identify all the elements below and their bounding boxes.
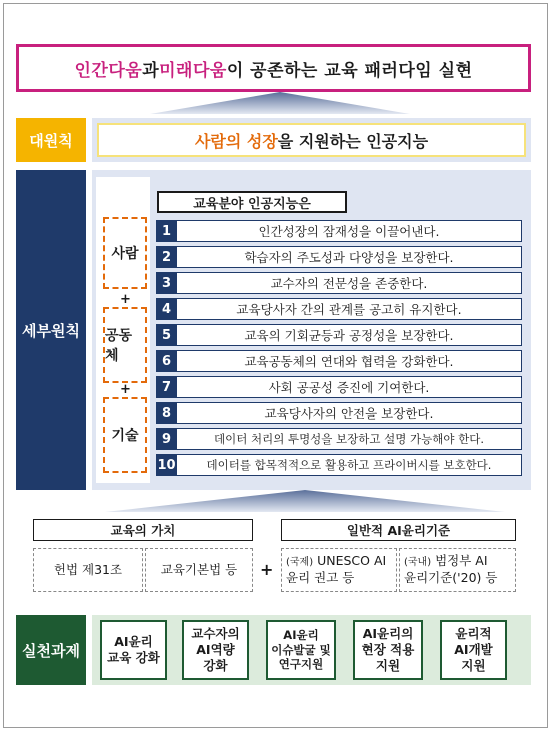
task-issue-research <box>266 620 336 680</box>
dom-tag: (국내) <box>404 557 432 569</box>
up-arrow-icon <box>150 92 410 114</box>
ethics-domestic-text <box>404 553 497 587</box>
principle-item <box>156 220 522 242</box>
dom-line2: 윤리기준('20) 등 <box>404 570 498 585</box>
principle-item <box>156 402 522 424</box>
detailed-principles-label: 세부원칙 <box>16 170 86 490</box>
principle-text: 학습자의 주도성과 다양성을 보장한다. <box>177 246 522 268</box>
principle-item <box>156 454 522 476</box>
principle-item <box>156 350 522 372</box>
ai-ethics-heading: 일반적 AI윤리기준 <box>281 519 516 541</box>
principle-text: 교육당사자의 안전을 보장한다. <box>177 402 522 424</box>
vision-text-and: 과 <box>142 60 160 81</box>
education-values-heading: 교육의 가치 <box>33 519 253 541</box>
principle-text: 교육공동체의 연대와 협력을 강화한다. <box>177 350 522 372</box>
task-line: 윤리적 <box>455 625 492 641</box>
vision-text-rest: 이 공존하는 교육 패러다임 실현 <box>226 60 473 81</box>
task-line: AI역량 <box>196 641 235 657</box>
principle-text: 데이터 처리의 투명성을 보장하고 설명 가능해야 한다. <box>177 428 522 450</box>
task-line: 현장 적용 <box>361 641 415 657</box>
plus-sign: + <box>260 560 274 579</box>
principle-number: 5 <box>156 324 177 346</box>
task-line: AI윤리 <box>114 633 153 649</box>
grand-principle-rest: 을 지원하는 인공지능 <box>277 131 429 151</box>
principle-number: 10 <box>156 454 177 476</box>
principle-number: 7 <box>156 376 177 398</box>
principle-number: 6 <box>156 350 177 372</box>
pillar-people: 사람 <box>103 217 147 289</box>
task-ethics-education <box>100 620 167 680</box>
dom-line1: 범정부 AI <box>431 553 488 569</box>
principle-number: 4 <box>156 298 177 320</box>
principle-item <box>156 272 522 294</box>
grand-principle-text <box>97 123 526 157</box>
task-line: 연구지원 <box>278 657 324 672</box>
pillar-technology: 기술 <box>103 397 147 473</box>
up-arrow-icon <box>105 490 505 512</box>
principle-text: 인간성장의 잠재성을 이끌어낸다. <box>177 220 522 242</box>
principle-text: 데이터를 합목적적으로 활용하고 프라이버시를 보호한다. <box>177 454 522 476</box>
principle-item <box>156 246 522 268</box>
ethics-international-text <box>286 553 386 587</box>
task-line: 교육 강화 <box>107 650 160 665</box>
principle-item <box>156 298 522 320</box>
principle-text: 교육의 기회균등과 공정성을 보장한다. <box>177 324 522 346</box>
intl-line2: 윤리 권고 등 <box>286 570 355 585</box>
intl-tag: (국제) <box>286 557 314 569</box>
ethics-domestic <box>399 548 516 592</box>
principle-number: 8 <box>156 402 177 424</box>
principle-text: 교수자의 전문성을 존중한다. <box>177 272 522 294</box>
ethics-international <box>281 548 397 592</box>
value-education-law: 교육기본법 등 <box>145 548 253 592</box>
vision-banner <box>16 44 531 92</box>
principle-item <box>156 324 522 346</box>
principle-number: 9 <box>156 428 177 450</box>
principle-number: 3 <box>156 272 177 294</box>
detailed-principles-box <box>92 170 531 490</box>
principles-heading: 교육분야 인공지능은 <box>157 191 347 213</box>
task-line: 지원 <box>461 658 486 674</box>
task-line: AI윤리의 <box>362 625 414 641</box>
grand-principle-highlight: 사람의 성장 <box>194 131 278 151</box>
task-line: AI개발 <box>454 641 493 657</box>
principle-item <box>156 376 522 398</box>
grand-principle-label: 대원칙 <box>16 118 86 162</box>
detailed-principles-inner <box>96 174 527 486</box>
principle-text: 사회 공공성 증진에 기여한다. <box>177 376 522 398</box>
principle-number: 1 <box>156 220 177 242</box>
task-line: 지원 <box>375 658 401 674</box>
task-teacher-competency <box>182 620 249 680</box>
task-field-application <box>353 620 423 680</box>
pillar-community: 공동체 <box>103 307 147 383</box>
principle-number: 2 <box>156 246 177 268</box>
vision-highlight-future: 미래다움 <box>159 60 227 81</box>
plus-sign: + <box>120 292 131 307</box>
principle-text: 교육당사자 간의 관계를 공고히 유지한다. <box>177 298 522 320</box>
value-constitution: 헌법 제31조 <box>33 548 143 592</box>
intl-line1: UNESCO AI <box>313 553 387 569</box>
tasks-label: 실천과제 <box>16 615 86 685</box>
principle-item <box>156 428 522 450</box>
plus-sign: + <box>120 382 131 397</box>
vision-highlight-humanity: 인간다움 <box>74 60 143 81</box>
task-line: AI윤리 <box>283 627 319 642</box>
task-line: 이슈발굴 및 <box>271 642 331 657</box>
task-ethical-development <box>440 620 507 680</box>
task-line: 교수자의 <box>191 625 240 641</box>
task-line: 강화 <box>203 658 228 674</box>
grand-principle-box <box>92 118 531 162</box>
